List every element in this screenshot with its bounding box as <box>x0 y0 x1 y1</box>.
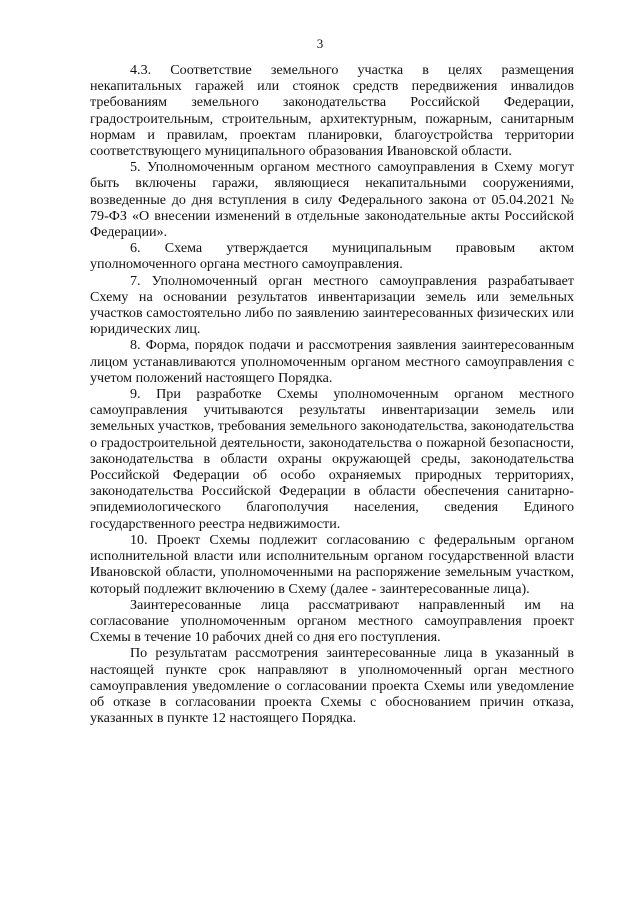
paragraph-4-3: 4.3. Соответствие земельного участка в целях размещения некапитальных гаражей или стоянок средств передвижения инвалидов требованиям земельного законодательства Российской Федерации, градостроительным, строительным, архитектурным, пожарным, санитарным нормам и правилам, проектам планировки, благоустройства территории соответствующего муниципального образования Ивановской области. <box>90 62 574 160</box>
paragraph-9: 9. При разработке Схемы уполномоченным органом местного самоуправления учитываются результаты инвентаризации земель или земельных участков, требования земельного законодательства, законодательства о градостроительной деятельности, законодательства о пожарной безопасности, законодательства в области охраны окружающей среды, законодательства Российской Федерации об особо охраняемых природных территориях, законодательства Российской Федерации в области обеспечения санитарно-эпидемиологического благополучия населения, сведения Единого государственного реестра недвижимости. <box>90 386 575 532</box>
paragraph-8: 8. Форма, порядок подачи и рассмотрения заявления заинтересованным лицом устанавливаются уполномоченным органом местного самоуправления с учетом положений настоящего Порядка. <box>90 337 574 386</box>
paragraph-6: 6. Схема утверждается муниципальным правовым актом уполномоченного органа местного самоуправления. <box>90 240 574 273</box>
paragraph-7: 7. Уполномоченный орган местного самоуправления разрабатывает Схему на основании результатов инвентаризации земель или земельных участков самостоятельно либо по заявлению заинтересованных физических или юридических лиц. <box>90 272 574 338</box>
page-number: 3 <box>316 36 324 51</box>
paragraph-10-result: По результатам рассмотрения заинтересованные лица в указанный в настоящей пункте срок направляют в уполномоченный орган местного самоуправления уведомление о согласовании проекта Схемы или уведомление об отказе в согласовании проекта Схемы с обоснованием причин отказа, указанных в пункте 12 настоящего Порядка. <box>90 645 574 727</box>
paragraph-10-review: Заинтересованные лица рассматривают направленный им на согласование уполномоченным органом местного самоуправления проект Схемы в течение 10 рабочих дней со дня его поступления. <box>90 596 574 646</box>
paragraph-5: 5. Уполномоченным органом местного самоуправления в Схему могут быть включены гаражи, являющиеся некапитальными сооружениями, возведенные до дня вступления в силу Федерального закона от 05.04.2021 № 79-ФЗ «О внесении изменений в отдельные законодательные акты Российской Федерации». <box>90 159 574 241</box>
paragraph-10: 10. Проект Схемы подлежит согласованию с федеральным органом исполнительной власти или исполнительным органом государственной власти Ивановской области, уполномоченными на распоряжение земельным участком, который подлежит включению в Схему (далее - заинтересованные лица). <box>90 531 574 597</box>
document-body <box>90 62 574 726</box>
